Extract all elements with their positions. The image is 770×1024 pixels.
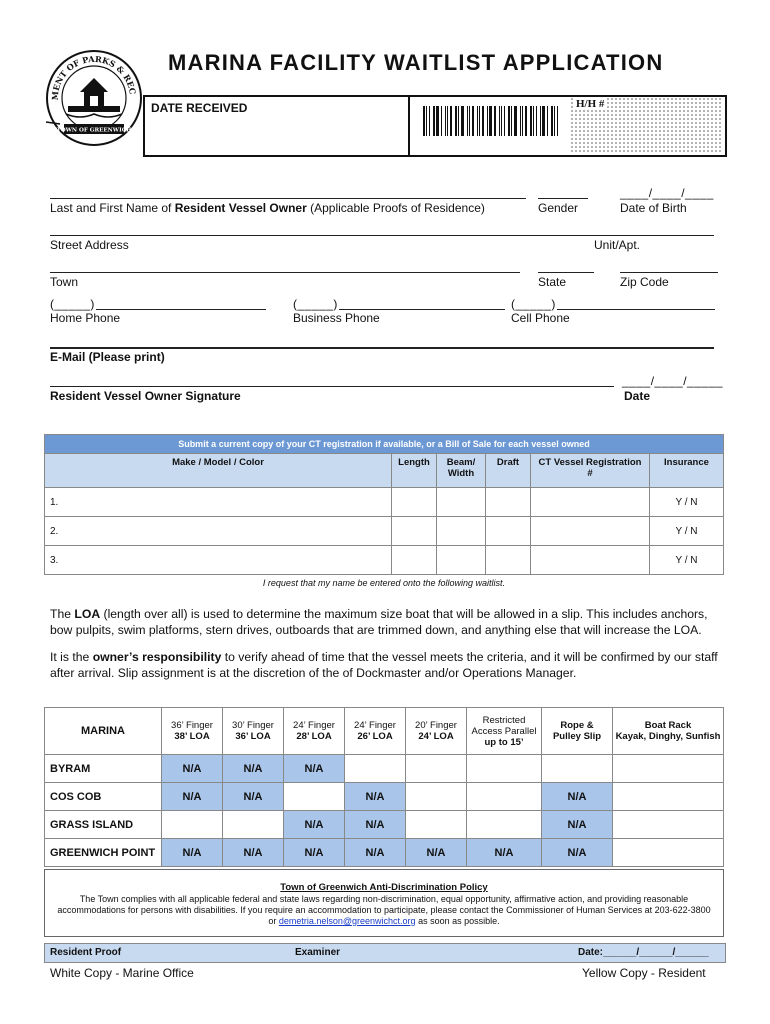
marina-cell[interactable] <box>542 755 613 783</box>
col-20-finger: 20’ Finger 24’ LOA <box>406 708 467 755</box>
waitlist-request-note: I request that my name be entered onto the following waitlist. <box>262 578 506 588</box>
gender-label: Gender <box>538 201 579 215</box>
date-received-label: DATE RECEIVED <box>151 101 248 115</box>
marina-name: GRASS ISLAND <box>45 811 162 839</box>
marina-cell[interactable]: N/A <box>162 783 223 811</box>
col-draft: Draft <box>486 454 531 488</box>
marina-cell[interactable] <box>467 783 542 811</box>
vessel-beam-cell[interactable] <box>437 546 486 575</box>
vessel-length-cell[interactable] <box>392 488 437 517</box>
marina-cell[interactable]: N/A <box>223 783 284 811</box>
marina-cell[interactable] <box>162 811 223 839</box>
cell-phone-line[interactable] <box>557 309 715 310</box>
state-line[interactable] <box>538 272 594 273</box>
barcode-icon <box>423 106 563 136</box>
vessel-registration-cell[interactable] <box>531 517 650 546</box>
col-marina: MARINA <box>45 708 162 755</box>
vessel-draft-cell[interactable] <box>486 488 531 517</box>
vessel-beam-cell[interactable] <box>437 488 486 517</box>
business-phone-label: Business Phone <box>293 311 380 325</box>
email-label: E-Mail (Please print) <box>50 350 165 364</box>
marina-row-grass-island <box>45 811 724 839</box>
vessel-length-cell[interactable] <box>392 517 437 546</box>
marina-cell[interactable]: N/A <box>406 839 467 867</box>
anti-discrimination-policy <box>44 869 724 937</box>
seal-top-text: MENT OF PARKS & REC <box>49 53 138 101</box>
col-36-finger: 36’ Finger 38’ LOA <box>162 708 223 755</box>
marina-name: COS COB <box>45 783 162 811</box>
marina-name: GREENWICH POINT <box>45 839 162 867</box>
vessel-row-number[interactable]: 1. <box>45 488 392 517</box>
date-received-box[interactable] <box>143 95 410 157</box>
marina-cell[interactable] <box>613 783 724 811</box>
cell-phone-area[interactable]: (_____) <box>511 297 556 311</box>
business-phone-line[interactable] <box>339 309 505 310</box>
marina-cell[interactable]: N/A <box>345 783 406 811</box>
policy-body: The Town complies with all applicable federal and state laws regarding non-discrimination, equal opportunity, affirmative action, and providing reasonable accommodations for persons with disabilities. If you require an accommodation to participate, please contact the Commissioner of Human Services at 203-622-3800 or demetria.nelson@greenwichct.org as soon as possible. <box>57 894 711 926</box>
resident-proof-label: Resident Proof <box>50 947 122 958</box>
dob-blank[interactable]: ____/____/____ <box>620 186 714 200</box>
marina-cell[interactable] <box>613 811 724 839</box>
col-rope-pulley: Rope & Pulley Slip <box>542 708 613 755</box>
street-label: Street Address <box>50 238 129 252</box>
loa-paragraph: The LOA (length over all) is used to determine the maximum size boat that will be allowed in a slip. This includes anchors, bow pulpits, swim platforms, stern drives, outboards that are trimmed down, and anything else that will increase the LOA. <box>50 607 708 637</box>
state-label: State <box>538 275 567 289</box>
marina-row-cos-cob <box>45 783 724 811</box>
gender-line[interactable] <box>538 198 588 199</box>
vessel-row-number[interactable]: 2. <box>45 517 392 546</box>
seal-bottom-text: TOWN OF GREENWICH <box>56 127 132 134</box>
town-seal-icon <box>44 48 144 148</box>
name-line[interactable] <box>50 198 526 199</box>
town-line[interactable] <box>50 272 520 273</box>
table-row <box>45 546 724 575</box>
marina-row-greenwich-point <box>45 839 724 867</box>
marina-table <box>44 707 724 867</box>
col-length: Length <box>392 454 437 488</box>
business-phone-area[interactable]: (_____) <box>293 297 338 311</box>
marina-row-byram <box>45 755 724 783</box>
marina-cell[interactable]: N/A <box>467 839 542 867</box>
marina-cell[interactable] <box>467 755 542 783</box>
policy-title: Town of Greenwich Anti-Discrimination Policy <box>280 882 488 893</box>
marina-cell[interactable] <box>406 811 467 839</box>
office-use-bar <box>44 943 726 963</box>
marina-name: BYRAM <box>45 755 162 783</box>
vessel-insurance-cell[interactable]: Y / N <box>650 546 724 575</box>
vessel-registration-cell[interactable] <box>531 546 650 575</box>
white-copy-note: White Copy - Marine Office <box>50 966 194 980</box>
marina-cell[interactable] <box>613 755 724 783</box>
table-row <box>45 517 724 546</box>
vessel-beam-cell[interactable] <box>437 517 486 546</box>
col-30-finger: 30’ Finger 36’ LOA <box>223 708 284 755</box>
responsibility-paragraph: It is the owner’s responsibility to verify ahead of time that the vessel meets the criteria, and it will be confirmed by our staff after arrival. Slip assignment is at the discretion of the of Dockmaster and/or Operations Manager. <box>50 650 718 680</box>
examiner-label: Examiner <box>295 947 341 958</box>
vessel-table <box>44 434 724 575</box>
marina-cell[interactable] <box>223 811 284 839</box>
vessel-draft-cell[interactable] <box>486 546 531 575</box>
town-label: Town <box>50 275 79 289</box>
marina-cell[interactable]: N/A <box>345 811 406 839</box>
policy-email-link[interactable]: demetria.nelson@greenwichct.org <box>278 916 416 926</box>
name-label: Last and First Name of Resident Vessel Owner (Applicable Proofs of Residence) <box>50 201 485 215</box>
marina-cell[interactable] <box>613 839 724 867</box>
col-beam: Beam/ Width <box>437 454 486 488</box>
signature-label: Resident Vessel Owner Signature <box>50 389 241 403</box>
col-insurance: Insurance <box>650 454 724 488</box>
marina-cell[interactable] <box>284 783 345 811</box>
home-phone-label: Home Phone <box>50 311 121 325</box>
signature-date-blank[interactable]: ____/____/_____ <box>622 374 723 388</box>
col-registration: CT Vessel Registration # <box>531 454 650 488</box>
yellow-copy-note: Yellow Copy - Resident <box>582 966 706 980</box>
table-row <box>45 488 724 517</box>
col-boat-rack: Boat Rack Kayak, Dinghy, Sunfish <box>613 708 724 755</box>
home-phone-area[interactable]: (_____) <box>50 297 95 311</box>
email-line[interactable] <box>50 347 714 349</box>
street-line[interactable] <box>50 235 714 236</box>
marina-cell[interactable] <box>406 783 467 811</box>
marina-cell[interactable]: N/A <box>284 811 345 839</box>
marina-cell[interactable]: N/A <box>345 839 406 867</box>
vessel-registration-cell[interactable] <box>531 488 650 517</box>
unit-label: Unit/Apt. <box>594 238 641 252</box>
marina-cell[interactable]: N/A <box>284 755 345 783</box>
vessel-row-number[interactable]: 3. <box>45 546 392 575</box>
vessel-length-cell[interactable] <box>392 546 437 575</box>
marina-cell[interactable]: N/A <box>542 783 613 811</box>
home-phone-line[interactable] <box>96 309 266 310</box>
vessel-draft-cell[interactable] <box>486 517 531 546</box>
marina-cell[interactable]: N/A <box>162 755 223 783</box>
marina-cell[interactable]: N/A <box>542 811 613 839</box>
marina-cell[interactable] <box>467 811 542 839</box>
marina-cell[interactable] <box>406 755 467 783</box>
marina-cell[interactable]: N/A <box>162 839 223 867</box>
vessel-table-banner: Submit a current copy of your CT registration if available, or a Bill of Sale for each vessel owned <box>45 435 724 454</box>
marina-cell[interactable] <box>345 755 406 783</box>
vessel-insurance-cell[interactable]: Y / N <box>650 488 724 517</box>
office-date-label: Date:______/______/______ <box>578 947 709 958</box>
form-title: MARINA FACILITY WAITLIST APPLICATION <box>168 50 664 75</box>
marina-cell[interactable]: N/A <box>223 839 284 867</box>
dob-label: Date of Birth <box>620 201 687 215</box>
signature-date-label: Date <box>624 389 651 403</box>
cell-phone-label: Cell Phone <box>511 311 570 325</box>
signature-line[interactable] <box>50 386 614 387</box>
vessel-insurance-cell[interactable]: Y / N <box>650 517 724 546</box>
col-24-finger-26: 24’ Finger 26’ LOA <box>345 708 406 755</box>
marina-cell[interactable]: N/A <box>542 839 613 867</box>
col-restricted: Restricted Access Parallel up to 15’ <box>467 708 542 755</box>
zip-label: Zip Code <box>620 275 669 289</box>
hh-number-box[interactable] <box>570 97 723 152</box>
hh-number-label: H/H # <box>576 98 605 110</box>
col-24-finger-28: 24’ Finger 28’ LOA <box>284 708 345 755</box>
zip-line[interactable] <box>620 272 718 273</box>
col-make-model: Make / Model / Color <box>45 454 392 488</box>
marina-cell[interactable]: N/A <box>223 755 284 783</box>
marina-cell[interactable]: N/A <box>284 839 345 867</box>
